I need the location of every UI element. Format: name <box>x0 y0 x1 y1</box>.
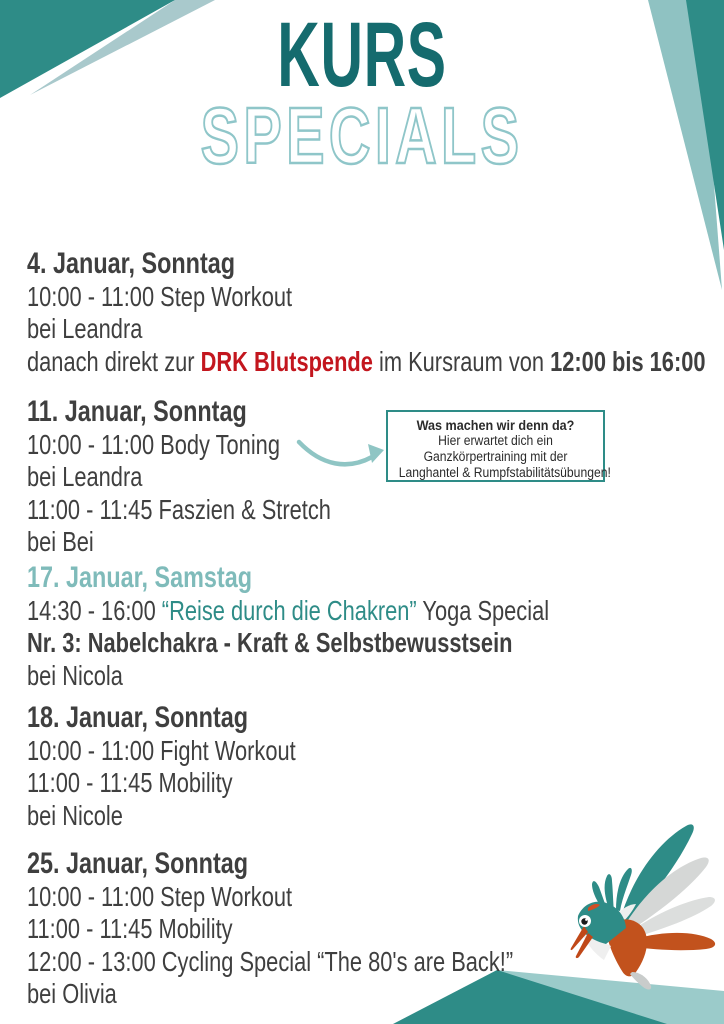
callout-box <box>386 410 611 482</box>
schedule-line <box>27 346 706 379</box>
chakren-highlight: “Reise durch die Chakren” <box>161 594 417 626</box>
callout-line: Hier erwartet dich ein <box>438 433 553 448</box>
kingfisher-bird-illustration <box>570 820 724 1010</box>
schedule-line: 11:00 - 11:45 Mobility <box>27 767 233 798</box>
schedule-line: 10:00 - 11:00 Body Toning <box>27 428 280 460</box>
schedule-line <box>27 595 549 628</box>
section-date: 4. Januar, Sonntag <box>27 247 236 280</box>
bird-tail-foot <box>630 972 651 990</box>
schedule-line: Nr. 3: Nabelchakra - Kraft & Selbstbewusstsein <box>27 627 513 658</box>
time-range-bold: 12:00 bis 16:00 <box>550 345 706 377</box>
poster-title <box>0 4 724 180</box>
bird-eye-glint <box>585 919 587 921</box>
schedule-line: bei Olivia <box>27 978 117 1009</box>
callout-line: Langhantel & Rumpfstabilitätsübungen! <box>398 465 611 480</box>
text-segment: danach direkt zur <box>27 345 201 377</box>
schedule-line: 10:00 - 11:00 Fight Workout <box>27 734 296 766</box>
section-date: 18. Januar, Sonntag <box>27 701 249 734</box>
schedule-line: 12:00 - 13:00 Cycling Special “The 80's are Back!” <box>27 945 514 977</box>
drk-blutspende-highlight: DRK Blutspende <box>200 345 373 377</box>
schedule-line: bei Bei <box>27 526 94 557</box>
schedule-line: bei Leandra <box>27 461 143 492</box>
schedule-line: bei Nicole <box>27 799 123 831</box>
schedule-section-11-januar <box>27 396 417 559</box>
schedule-section-18-januar <box>27 702 372 832</box>
schedule-line: 10:00 - 11:00 Step Workout <box>27 880 293 912</box>
text-segment: Yoga Special <box>416 594 550 626</box>
schedule-line: 11:00 - 11:45 Mobility <box>27 913 233 944</box>
schedule-line: 10:00 - 11:00 Step Workout <box>27 280 293 312</box>
section-date: 25. Januar, Sonntag <box>27 847 249 880</box>
schedule-line: bei Nicola <box>27 659 123 691</box>
section-date: 17. Januar, Samstag <box>27 561 253 594</box>
title-sub: SPECIALS <box>200 91 524 180</box>
text-segment: 14:30 - 16:00 <box>27 594 162 626</box>
schedule-section-4-januar <box>27 248 724 378</box>
text-segment: im Kursraum von <box>372 345 551 377</box>
title-main: KURS <box>277 4 447 106</box>
schedule-line: 11:00 - 11:45 Faszien & Stretch <box>27 493 331 525</box>
schedule-section-17-januar <box>27 562 696 692</box>
schedule-line: bei Leandra <box>27 313 143 344</box>
section-date: 11. Januar, Sonntag <box>27 395 247 428</box>
callout-line: Ganzkörpertraining mit der <box>423 449 568 464</box>
callout-title: Was machen wir denn da? <box>416 417 575 433</box>
schedule-section-25-januar <box>27 848 650 1011</box>
